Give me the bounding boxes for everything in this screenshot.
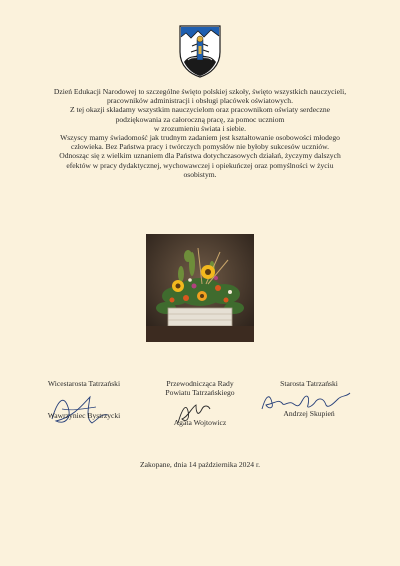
signatory-role: Powiatu Tatrzańskiego [165,388,235,397]
signatory-role: Przewodnicząca Rady [166,379,234,388]
letter-line: podziękowania za całoroczną pracę, za pomoc uczniom [115,114,285,124]
letter-line: pracowników administracji i obsługi placówek oświatowych. [106,96,293,106]
letter-line: człowieka. Bez Państwa pracy i twórczych pomysłów nie byłoby sukcesów uczniów. [70,142,330,152]
flower-bouquet-icon [146,234,254,342]
county-coat-of-arms [178,24,222,78]
signatory-role: Starosta Tatrzański [280,379,338,388]
flower-arrangement-photo [146,234,254,342]
coat-of-arms-icon [178,24,222,78]
signature-block-left [30,379,138,439]
signature-block-right [252,379,366,439]
signature-block-middle [148,379,252,439]
letter-body [22,87,378,179]
handwritten-signature-icon [44,389,114,429]
signatory-name: Wawrzyniec Bystrzycki [47,411,121,420]
letter-line: efektów w pracy dydaktycznej, wychowawczej i opiekuńczej oraz pomyślności w życiu [66,160,334,170]
letter-line: Odnosząc się z wielkim uznaniem dla Państwa dotychczasowych działań, życzymy dalszych [59,151,341,161]
letter-line: Z tej okazji składamy wszystkim nauczycielom oraz pracownikom oświaty serdeczne [70,105,330,115]
letter-line: osobistym. [183,169,217,179]
signatory-name: Agata Wojtowicz [173,418,227,427]
letter-line: Dzień Edukacji Narodowej to szczególne święto polskiej szkoły, święto wszystkich nauczycieli, [53,87,347,96]
letter-line: w zrozumieniu świata i siebie. [153,123,247,133]
signatory-role: Wicestarosta Tatrzański [47,379,121,388]
signatory-name: Andrzej Skupień [283,409,335,418]
place-and-date: Zakopane, dnia 14 października 2024 r. [140,460,260,469]
letter-line: Wszyscy mamy świadomość jak trudnym zadaniem jest kształtowanie osobowości młodego [60,133,340,143]
